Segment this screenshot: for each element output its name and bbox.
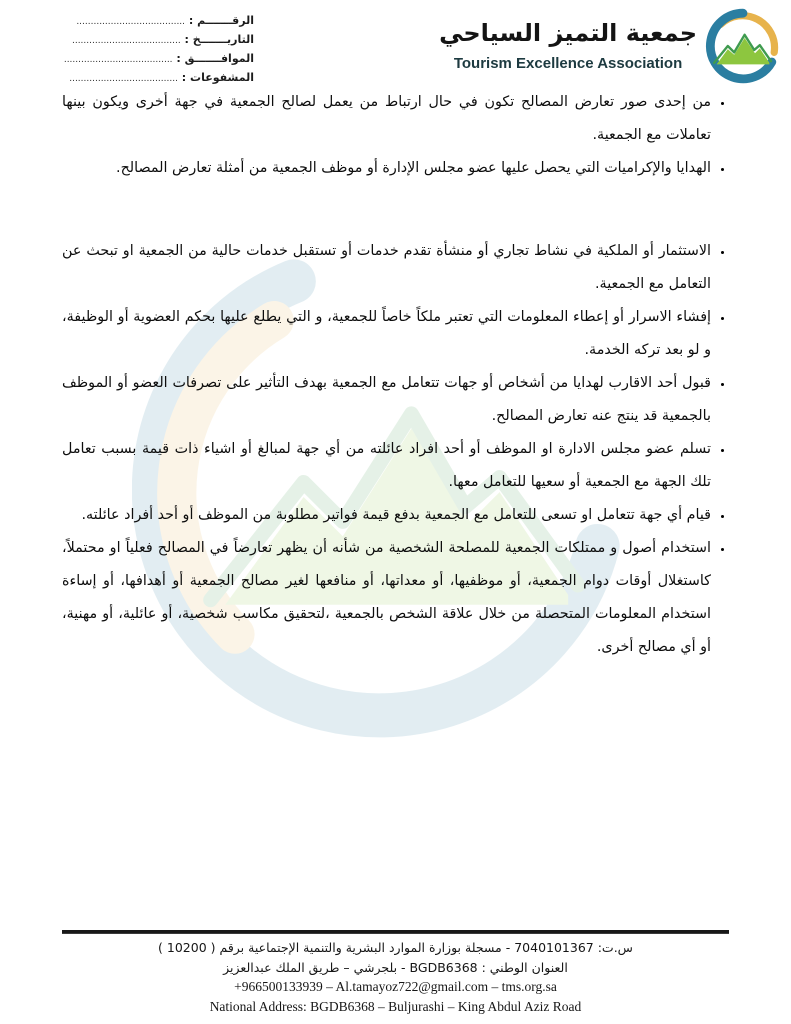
footer-national-address-en: National Address: BGDB6368 – Buljurashi – King Abdul Aziz Road (209, 998, 582, 1014)
field-row-date (40, 31, 254, 50)
association-logo-icon (703, 6, 783, 86)
policy-bullet-item: • إفشاء الاسرار أو إعطاء المعلومات التي تعتبر ملكاً خاصاً للجمعية، و التي يطلع عليها بحكم العضوية أو الوظيفة، و لو بعد تركه الخدمة. (62, 301, 711, 367)
footer-national-address-ar: العنوان الوطني : BGDB6368 - بلجرشي – طريق الملك عبدالعزيز (223, 959, 568, 975)
org-name-english: Tourism Excellence Association (453, 55, 683, 72)
corresponding-field-label: الموافـــــــق : (176, 52, 254, 65)
policy-bullet-item: • قبول أحد الاقارب لهدايا من أشخاص أو جهات تتعامل مع الجمعية بهدف التأثير على تصرفات العضو أو الموظف بالجمعية قد ينتج عنه تعارض المصالح. (62, 367, 711, 433)
number-field-line: ...................................... (76, 17, 186, 27)
policy-bullet-item: • من إحدى صور تعارض المصالح تكون في حال ارتباط من يعمل لصالح الجمعية في جهة أخرى ويكون بينها تعاملات مع الجمعية. (62, 86, 711, 152)
policy-bullet-item: • قيام أي جهة تتعامل او تسعى للتعامل مع الجمعية بدفع قيمة فواتير مطلوبة من الموظف أو أحد أفراد عائلته. (62, 499, 711, 532)
number-field-label: الرقـــــــم : (188, 14, 254, 27)
policy-bullet-item: • الهدايا والإكراميات التي يحصل عليها عضو مجلس الإدارة أو موظف الجمعية من أمثلة تعارض المصالح. (62, 152, 711, 185)
footer-contact-line: +966500133939 – Al.tamayoz722@gmail.com – tms.org.sa (234, 979, 557, 994)
reference-fields (40, 12, 254, 88)
bullet-list-main (62, 235, 733, 664)
org-name-arabic: جمعية التميز السياحي (439, 19, 697, 47)
attachments-field-line: ...................................... (69, 74, 178, 84)
footer (0, 938, 791, 1016)
field-row-number (40, 12, 254, 31)
policy-bullet-item: • الاستثمار أو الملكية في نشاط تجاري أو منشأة تقدم خدمات أو تستقبل خدمات حالية من الجمعية او تبحث عن التعامل مع الجمعية. (62, 235, 711, 301)
corresponding-field-line: ...................................... (63, 55, 173, 65)
date-field-label: التاريـــــــخ : (184, 33, 254, 46)
bullet-list-top (62, 86, 733, 185)
association-brand (439, 6, 783, 86)
date-field-line: ...................................... (71, 36, 181, 46)
field-row-corresponding (40, 50, 254, 69)
brand-text (439, 13, 697, 79)
policy-bullet-item: • تسلم عضو مجلس الادارة او الموظف أو أحد افراد عائلته من أي جهة لمبالغ أو اشياء ذات قيمة بسبب تعامل تلك الجهة مع الجمعية أو سعيها للتعامل معها. (62, 433, 711, 499)
policy-bullet-item: • استخدام أصول و ممتلكات الجمعية للمصلحة الشخصية من شأنه أن يظهر تعارضاً في المصالح فعلياً او محتملاً، كاستغلال أوقات دوام الجمعية، أو موظفيها، أو معداتها، أو منافعها لغير مصالح الجمعية أو أهدافها، أو إساءة استخدام المعلومات المتحصلة من خلال علاقة الشخص بالجمعية ،لتحقيق مكاسب شخصية، أو عائلية، أو مهنية، أو أي مصالح أخرى. (62, 532, 711, 664)
conflict-of-interest-text (62, 86, 733, 664)
footer-registration-line: س.ت: 7040101367 - مسجلة بوزارة الموارد البشرية والتنمية الإجتماعية برقم ( 10200 ) (158, 940, 633, 955)
attachments-field-label: المشفوعات : (181, 71, 254, 84)
footer-separator (62, 930, 729, 934)
